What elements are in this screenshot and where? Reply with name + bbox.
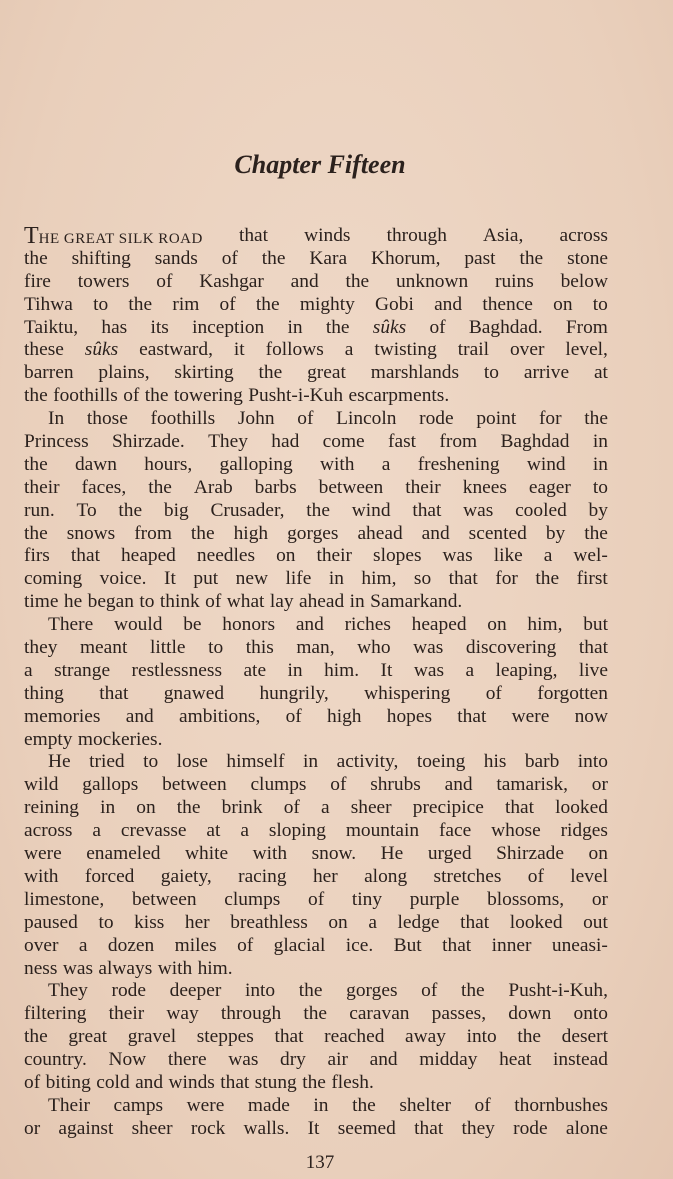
text-line: Their camps were made in the shelter of thornbushes xyxy=(48,1094,608,1116)
text-line: barren plains, skirting the great marshlands to arrive at xyxy=(24,362,608,384)
drop-letter: THE GREAT SILK ROAD xyxy=(24,223,203,249)
text-line: filtering their way through the caravan passes, down onto xyxy=(24,1003,608,1025)
text-line: coming voice. It put new life in him, so that for the first xyxy=(24,568,608,590)
text-line: or against sheer rock walls. It seemed that they rode alone xyxy=(24,1117,608,1139)
text-line: the snows from the high gorges ahead and scented by the xyxy=(24,522,608,544)
text-line: reining in on the brink of a sheer precipice that looked xyxy=(24,797,608,819)
text-line: firs that heaped needles on their slopes was like a wel- xyxy=(24,545,608,567)
text-line: the dawn hours, galloping with a freshening wind in xyxy=(24,453,608,475)
text-line: the great gravel steppes that reached away into the desert xyxy=(24,1026,608,1048)
text-line: They rode deeper into the gorges of the Pusht-i-Kuh, xyxy=(48,980,608,1002)
chapter-title: Chapter Fifteen xyxy=(234,150,406,179)
text-line: He tried to lose himself in activity, toeing his barb into xyxy=(48,751,608,773)
text-line: their faces, the Arab barbs between their knees eager to xyxy=(24,476,608,498)
text-line: THE GREAT SILK ROAD that winds through Asia, across xyxy=(24,223,608,249)
text-line: over a dozen miles of glacial ice. But that inner uneasi- xyxy=(24,934,608,956)
text-line: time he began to think of what lay ahead in Samarkand. xyxy=(24,591,463,613)
text-line: There would be honors and riches heaped on him, but xyxy=(48,614,608,636)
text-line: wild gallops between clumps of shrubs and tamarisk, or xyxy=(24,774,608,796)
text-line: In those foothills John of Lincoln rode point for the xyxy=(48,408,608,430)
text-line: Tihwa to the rim of the mighty Gobi and thence on to xyxy=(24,293,608,315)
text-line: the foothills of the towering Pusht-i-Kuh escarpments. xyxy=(24,385,450,407)
text-line: the shifting sands of the Kara Khorum, past the stone xyxy=(24,247,608,269)
text-line: empty mockeries. xyxy=(24,728,163,750)
text-line: country. Now there was dry air and midday heat instead xyxy=(24,1049,608,1071)
text-line: they meant little to this man, who was discovering that xyxy=(24,637,608,659)
text-line: memories and ambitions, of high hopes that were now xyxy=(24,705,608,727)
text-line: Princess Shirzade. They had come fast from Baghdad in xyxy=(24,431,608,453)
text-line: with forced gaiety, racing her along stretches of level xyxy=(24,865,608,887)
text-line: these sûks eastward, it follows a twisting trail over level, xyxy=(24,339,608,361)
text-line: across a crevasse at a sloping mountain face whose ridges xyxy=(24,820,608,842)
text-line: run. To the big Crusader, the wind that was cooled by xyxy=(24,499,608,521)
text-line: limestone, between clumps of tiny purple blossoms, or xyxy=(24,888,608,910)
text-line: paused to kiss her breathless on a ledge that looked out xyxy=(24,911,608,933)
text-line: of biting cold and winds that stung the flesh. xyxy=(24,1071,374,1093)
text-line: were enameled white with snow. He urged Shirzade on xyxy=(24,843,608,865)
page-number: 137 xyxy=(305,1152,335,1173)
text-line: thing that gnawed hungrily, whispering of forgotten xyxy=(24,682,608,704)
text-line: fire towers of Kashgar and the unknown ruins below xyxy=(24,270,608,292)
text-line: ness was always with him. xyxy=(24,957,233,979)
text-line: Taiktu, has its inception in the sûks of Baghdad. From xyxy=(24,316,608,338)
body-text xyxy=(24,225,608,1141)
text-line: a strange restlessness ate in him. It was a leaping, live xyxy=(24,659,608,681)
